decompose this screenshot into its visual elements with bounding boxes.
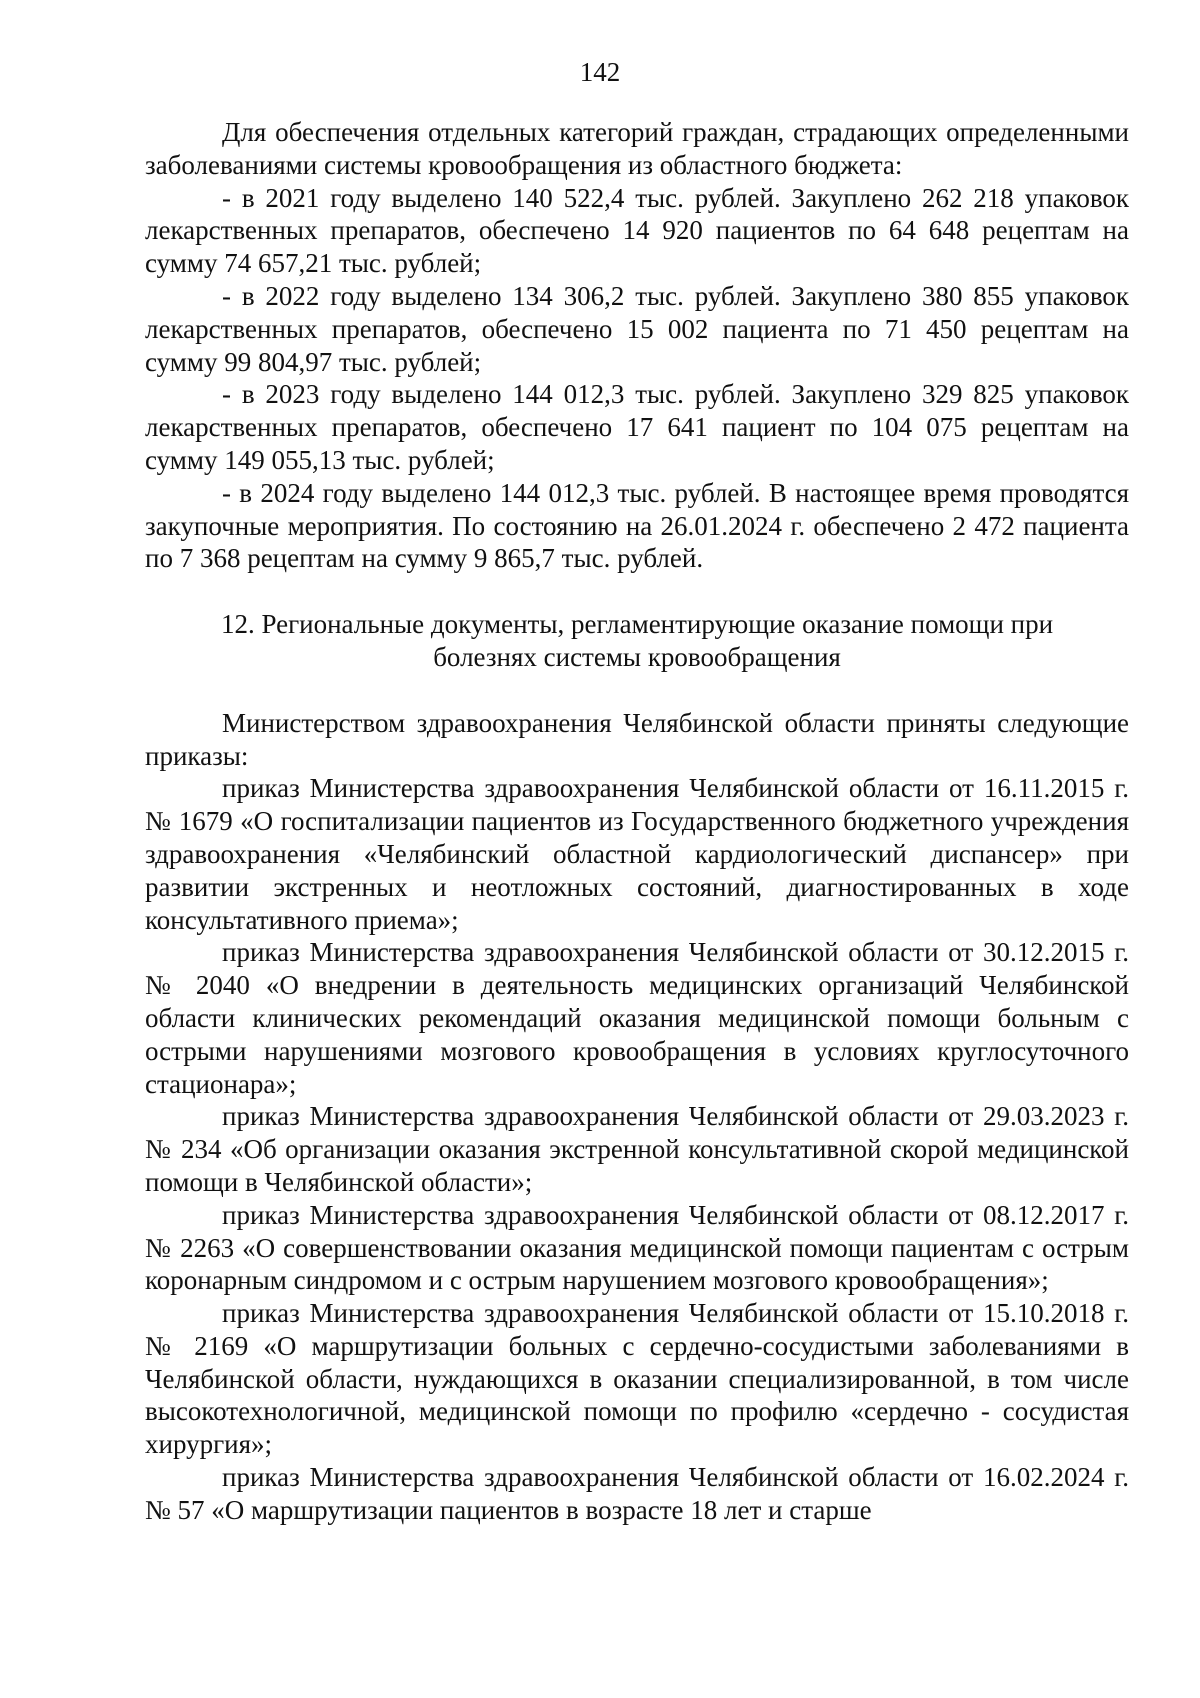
section-heading bbox=[145, 608, 1129, 674]
page-number: 142 bbox=[579, 57, 621, 87]
order-item: приказ Министерства здравоохранения Челябинской области от 16.02.2024 г. № 57 «О маршрутизации пациентов в возрасте 18 лет и старше bbox=[145, 1462, 1129, 1525]
document-body bbox=[145, 116, 1129, 1527]
section-heading-line-1: 12. Региональные документы, регламентирующие оказание помощи при bbox=[220, 609, 1054, 640]
budget-item-2023: - в 2023 году выделено 144 012,3 тыс. рублей. Закуплено 329 825 упаковок лекарственных препаратов, обеспечено 17 641 пациент по 104 075 рецептам на сумму 149 055,13 тыс. рублей; bbox=[145, 379, 1129, 475]
section-heading-line-2: болезнях системы кровообращения bbox=[433, 641, 841, 672]
order-item: приказ Министерства здравоохранения Челябинской области от 29.03.2023 г. № 234 «Об организации оказания экстренной консультативной скорой медицинской помощи в Челябинской области»; bbox=[145, 1101, 1129, 1197]
order-item: приказ Министерства здравоохранения Челябинской области от 16.11.2015 г. № 1679 «О госпитализации пациентов из Государственного бюджетного учреждения здравоохранения «Челябинский областной кардиологический диспансер» при развитии экстренных и неотложных состояний, диагностированных в ходе консультативного приема»; bbox=[145, 773, 1129, 935]
order-item: приказ Министерства здравоохранения Челябинской области от 30.12.2015 г. № 2040 «О внедрении в деятельность медицинских организаций Челябинской области клинических рекомендаций оказания медицинской помощи больным с острыми нарушениями мозгового кровообращения в условиях круглосуточного стационара»; bbox=[145, 937, 1129, 1099]
intro-paragraph: Для обеспечения отдельных категорий граждан, страдающих определенными заболеваниями системы кровообращения из областного бюджета: bbox=[145, 117, 1129, 180]
section-intro: Министерством здравоохранения Челябинской области приняты следующие приказы: bbox=[145, 707, 1129, 771]
budget-item-2022: - в 2022 году выделено 134 306,2 тыс. рублей. Закуплено 380 855 упаковок лекарственных препаратов, обеспечено 15 002 пациента по 71 450 рецептам на сумму 99 804,97 тыс. рублей; bbox=[145, 280, 1129, 377]
budget-item-2021: - в 2021 году выделено 140 522,4 тыс. рублей. Закуплено 262 218 упаковок лекарственных препаратов, обеспечено 14 920 пациентов по 64 648 рецептам на сумму 74 657,21 тыс. рублей; bbox=[145, 182, 1129, 279]
order-item: приказ Министерства здравоохранения Челябинской области от 15.10.2018 г. № 2169 «О маршрутизации больных с сердечно-сосудистыми заболеваниями в Челябинской области, нуждающихся в оказании специализированной, в том числе высокотехнологичной, медицинской помощи по профилю «сердечно - сосудистая хирургия»; bbox=[145, 1298, 1129, 1460]
budget-item-2024: - в 2024 году выделено 144 012,3 тыс. рублей. В настоящее время проводятся закупочные мероприятия. По состоянию на 26.01.2024 г. обеспечено 2 472 пациента по 7 368 рецептам на сумму 9 865,7 тыс. рублей. bbox=[145, 477, 1129, 574]
order-item: приказ Министерства здравоохранения Челябинской области от 08.12.2017 г. № 2263 «О совершенствовании оказания медицинской помощи пациентам с острым коронарным синдромом и с острым нарушением мозгового кровообращения»; bbox=[145, 1199, 1129, 1296]
